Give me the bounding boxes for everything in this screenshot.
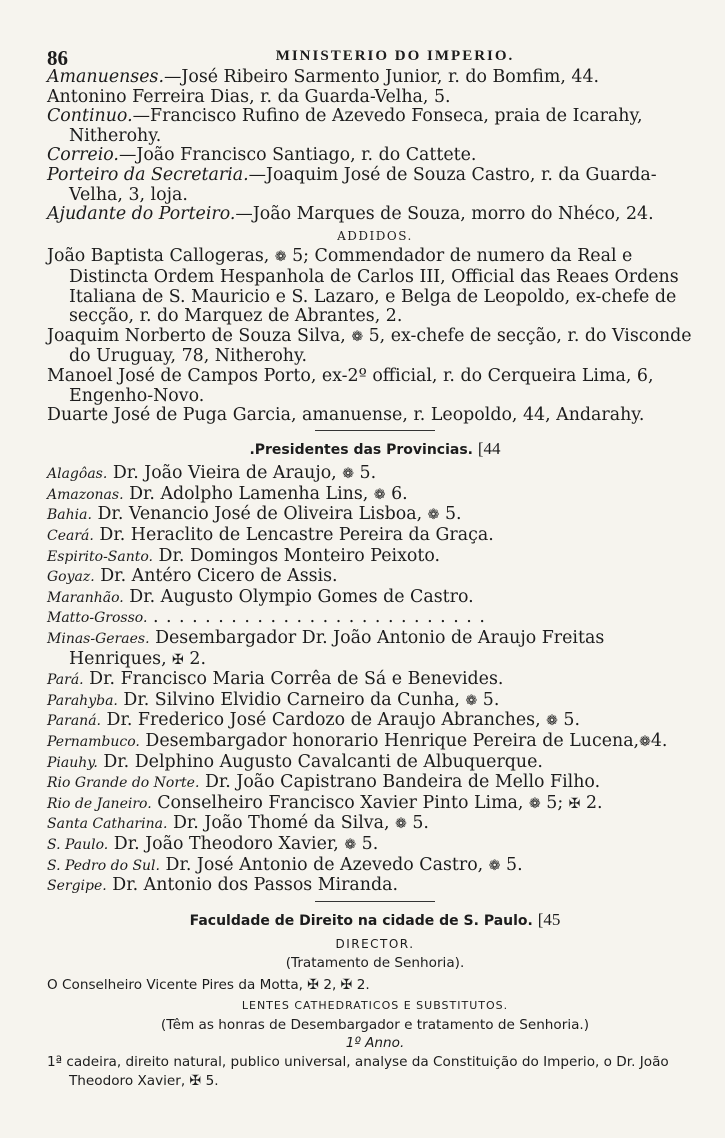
president-entry: Rio Grande do Norte. Dr. João Capistrano Bandeira de Mello Filho. [47, 772, 601, 793]
president-entry: Goyaz. Dr. Antéro Cicero de Assis. [47, 566, 338, 587]
section-divider [315, 430, 435, 431]
body-text [47, 68, 703, 931]
president-entry: Bahia. Dr. Venancio José de Oliveira Lisboa, ❁ 5. [47, 504, 462, 525]
staff-entry: Antonino Ferreira Dias, r. da Guarda-Velha, 5. [47, 86, 451, 107]
president-entry: Alagôas. Dr. João Vieira de Araujo, ❁ 5. [47, 463, 377, 484]
rose-order-icon: ❁ [274, 249, 287, 266]
rose-order-icon: ❁ [342, 466, 354, 483]
president-entry: Rio de Janeiro. Conselheiro Francisco Xavier Pinto Lima, ❁ 5; ✠ 2. [47, 792, 603, 813]
addido-entry: Joaquim Norberto de Souza Silva, ❁ 5, ex-chefe de secção, r. do Visconde do Uruguay, 78, Nitherohy. [47, 325, 692, 367]
section-heading-presidents: .Presidentes das Provincias. [44 [249, 438, 501, 458]
addidos-heading: ADDIDOS. [337, 228, 413, 243]
rose-order-icon: ❁ [344, 836, 357, 853]
president-entry: Matto-Grosso. . . . . . . . . . . . . . . . . . . . . . . . . . . [47, 607, 486, 628]
christ-cross-icon: ✠ [172, 651, 184, 668]
page-header [47, 38, 703, 68]
rose-order-icon: ❁ [465, 692, 478, 709]
director-entry: O Conselheiro Vicente Pires da Motta, ✠ 2, ✠ 2. [47, 976, 370, 993]
rose-order-icon: ❁ [395, 816, 407, 833]
rose-order-icon: ❁ [528, 795, 541, 812]
president-entry: Sergipe. Dr. Antonio dos Passos Miranda. [47, 875, 399, 896]
christ-cross-icon: ✠ [340, 976, 353, 993]
christ-cross-icon: ✠ [307, 976, 320, 993]
running-title: MINISTERIO DO IMPERIO. [275, 48, 515, 64]
lentes-label: LENTES CATHEDRATICOS E SUBSTITUTOS. [241, 999, 509, 1013]
rose-order-icon: ❁ [373, 486, 386, 503]
christ-cross-icon: ✠ [568, 795, 581, 812]
addido-entry: João Baptista Callogeras, ❁ 5; Commendador de numero da Real e Distincta Ordem Hespanhola de Carlos III, Official das Reaes Ordens Italiana de S. Mauricio e S. Lazaro, e Belga de Leopoldo, ex-chefe de secção, r. do Marquez de Abrantes, 2. [47, 246, 679, 327]
director-note: (Tratamento de Senhoria). [285, 954, 465, 971]
lentes-note: (Têm as honras de Desembargador e tratamento de Senhoria.) [160, 1016, 590, 1033]
staff-entry: Continuo.—Francisco Rufino de Azevedo Fonseca, praia de Icarahy, Nitherohy. [47, 106, 643, 146]
president-entry: Espirito-Santo. Dr. Domingos Monteiro Peixoto. [47, 545, 441, 566]
year-label: 1º Anno. [345, 1035, 405, 1052]
christ-cross-icon: ✠ [189, 1072, 202, 1089]
rose-order-icon: ❁ [546, 713, 558, 730]
director-label: DIRECTOR. [335, 937, 415, 952]
section-divider [315, 901, 435, 902]
president-entry: Maranhão. Dr. Augusto Olympio Gomes de Castro. [47, 586, 474, 607]
page-number: 86 [47, 46, 68, 70]
staff-entry: Ajudante do Porteiro.—João Marques de Souza, morro do Nhéco, 24. [47, 204, 654, 225]
president-entry: S. Paulo. Dr. João Theodoro Xavier, ❁ 5. [47, 833, 379, 854]
cadeira-entry: 1ª cadeira, direito natural, publico universal, analyse da Constituição do Imperio, o Dr. João Theodoro Xavier, ✠ 5. [47, 1053, 669, 1089]
president-entry: Amazonas. Dr. Adolpho Lamenha Lins, ❁ 6. [47, 483, 408, 504]
rose-order-icon: ❁ [488, 857, 501, 874]
addido-entry: Manoel José de Campos Porto, ex-2º official, r. do Cerqueira Lima, 6, Engenho-Novo. [47, 365, 654, 406]
staff-entry: Porteiro da Secretaria.—Joaquim José de Souza Castro, r. da Guarda-Velha, 3, loja. [47, 164, 657, 205]
president-entry: S. Pedro do Sul. Dr. José Antonio de Azevedo Castro, ❁ 5. [47, 854, 523, 875]
rose-order-icon: ❁ [351, 328, 364, 345]
president-entry: Ceará. Dr. Heraclito de Lencastre Pereira da Graça. [47, 525, 494, 546]
president-entry: Pernambuco. Desembargador honorario Henrique Pereira de Lucena,❁4. [47, 731, 668, 751]
staff-entry: Correio.—João Francisco Santiago, r. do Cattete. [47, 145, 477, 166]
faculdade-text [47, 935, 703, 1090]
president-entry: Pará. Dr. Francisco Maria Corrêa de Sá e Benevides. [47, 669, 504, 690]
rose-order-icon: ❁ [427, 507, 440, 524]
president-entry: Santa Catharina. Dr. João Thomé da Silva, ❁ 5. [47, 813, 429, 834]
staff-entry: Amanuenses.—José Ribeiro Sarmento Junior, r. do Bomfim, 44. [47, 67, 600, 87]
rose-order-icon: ❁ [639, 734, 651, 750]
president-entry: Parahyba. Dr. Silvino Elvidio Carneiro da Cunha, ❁ 5. [47, 689, 500, 710]
section-heading-faculdade: Faculdade de Direito na cidade de S. Paulo. [45 [189, 909, 561, 929]
president-entry: Paraná. Dr. Frederico José Cardozo de Araujo Abranches, ❁ 5. [47, 710, 581, 731]
president-entry: Piauhy. Dr. Delphino Augusto Cavalcanti de Albuquerque. [47, 751, 543, 772]
addido-entry: Duarte José de Puga Garcia, amanuense, r. Leopoldo, 44, Andarahy. [47, 405, 645, 426]
president-entry: Minas-Geraes. Desembargador Dr. João Antonio de Araujo Freitas Henriques, ✠ 2. [47, 628, 605, 669]
